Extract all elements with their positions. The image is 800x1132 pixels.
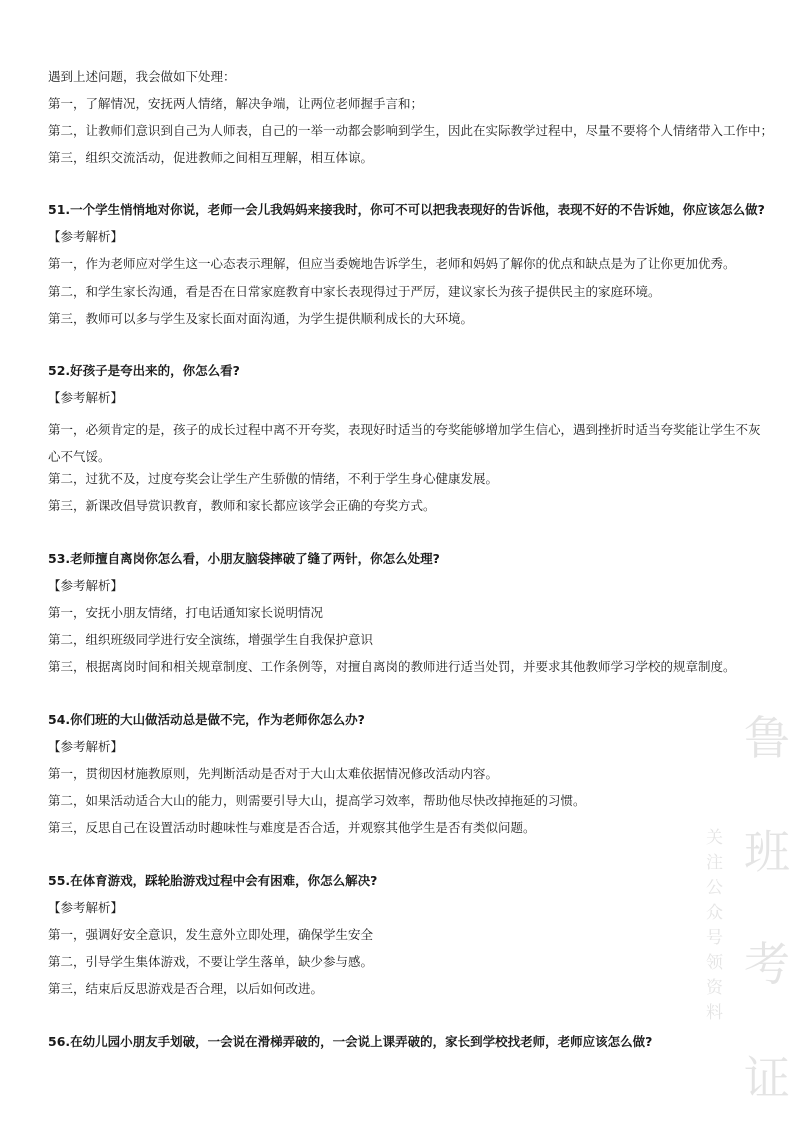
watermark-char-1: 鲁 [744, 711, 790, 765]
intro-point-3: 第三，组织交流活动，促进教师之间相互理解，相互体谅。 [48, 150, 374, 165]
watermark-char-3: 考 [744, 937, 790, 991]
watermark-follow-text: 关注公众号领资料 [702, 828, 722, 1028]
question-51-title: 51.一个学生悄悄地对你说，老师一会儿我妈妈来接我时，你可不可以把我表现好的告诉他，表现不好的不告诉她，你应该怎么做? [48, 202, 765, 217]
question-55-title: 55.在体育游戏，踩轮胎游戏过程中会有困难，你怎么解决? [48, 873, 378, 888]
question-55-point-1: 第一，强调好安全意识，发生意外立即处理，确保学生安全 [48, 927, 374, 942]
question-52-point-1: 第一，必须肯定的是，孩子的成长过程中离不开夸奖，表现好时适当的夸奖能够增加学生信心，遇到挫折时适当夸奖能让学生不灰心不气馁。 [48, 422, 761, 464]
question-54-point-2: 第二，如果活动适合大山的能力，则需要引导大山，提高学习效率，帮助他尽快改掉拖延的习惯。 [48, 793, 586, 808]
watermark-char-2: 班 [744, 825, 790, 879]
question-54-label: 【参考解析】 [48, 739, 124, 754]
question-51-label: 【参考解析】 [48, 229, 124, 244]
question-51-point-3: 第三，教师可以多与学生及家长面对面沟通，为学生提供顺利成长的大环境。 [48, 311, 474, 326]
question-54-point-3: 第三，反思自己在设置活动时趣味性与难度是否合适，并观察其他学生是否有类似问题。 [48, 820, 536, 835]
question-55-point-2: 第二，引导学生集体游戏，不要让学生落单，缺少参与感。 [48, 954, 374, 969]
question-52-label: 【参考解析】 [48, 390, 124, 405]
intro-lead: 遇到上述问题，我会做如下处理： [48, 69, 236, 84]
question-53-label: 【参考解析】 [48, 578, 124, 593]
question-56-title: 56.在幼儿园小朋友手划破，一会说在滑梯弄破的，一会说上课弄破的，家长到学校找老师，老师应该怎么做? [48, 1034, 653, 1049]
question-51-point-1: 第一，作为老师应对学生这一心态表示理解，但应当委婉地告诉学生，老师和妈妈了解你的优点和缺点是为了让你更加优秀。 [48, 256, 736, 271]
intro-point-2: 第二，让教师们意识到自己为人师表，自己的一举一动都会影响到学生，因此在实际教学过程中，尽量不要将个人情绪带入工作中； [48, 123, 774, 138]
question-53-point-3: 第三，根据离岗时间和相关规章制度、工作条例等，对擅自离岗的教师进行适当处罚，并要求其他教师学习学校的规章制度。 [48, 659, 736, 674]
watermark-char-4: 证 [744, 1051, 790, 1105]
question-52-title: 52.好孩子是夸出来的，你怎么看? [48, 363, 240, 378]
question-55-label: 【参考解析】 [48, 900, 124, 915]
question-52-point-2: 第二，过犹不及，过度夸奖会让学生产生骄傲的情绪，不利于学生身心健康发展。 [48, 471, 499, 486]
question-54-point-1: 第一，贯彻因材施教原则，先判断活动是否对于大山太难依据情况修改活动内容。 [48, 766, 499, 781]
question-53-point-2: 第二，组织班级同学进行安全演练，增强学生自我保护意识 [48, 632, 374, 647]
question-52-point-3: 第三，新课改倡导赏识教育，教师和家长都应该学会正确的夸奖方式。 [48, 498, 436, 513]
question-53-point-1: 第一，安抚小朋友情绪，打电话通知家长说明情况 [48, 605, 324, 620]
question-53-title: 53.老师擅自离岗你怎么看，小朋友脑袋摔破了缝了两针，你怎么处理? [48, 551, 440, 566]
question-51-point-2: 第二，和学生家长沟通，看是否在日常家庭教育中家长表现得过于严厉，建议家长为孩子提供民主的家庭环境。 [48, 284, 661, 299]
question-54-title: 54.你们班的大山做活动总是做不完，作为老师你怎么办? [48, 712, 365, 727]
question-55-point-3: 第三，结束后反思游戏是否合理，以后如何改进。 [48, 981, 324, 996]
intro-point-1: 第一，了解情况，安抚两人情绪，解决争端，让两位老师握手言和； [48, 96, 424, 111]
